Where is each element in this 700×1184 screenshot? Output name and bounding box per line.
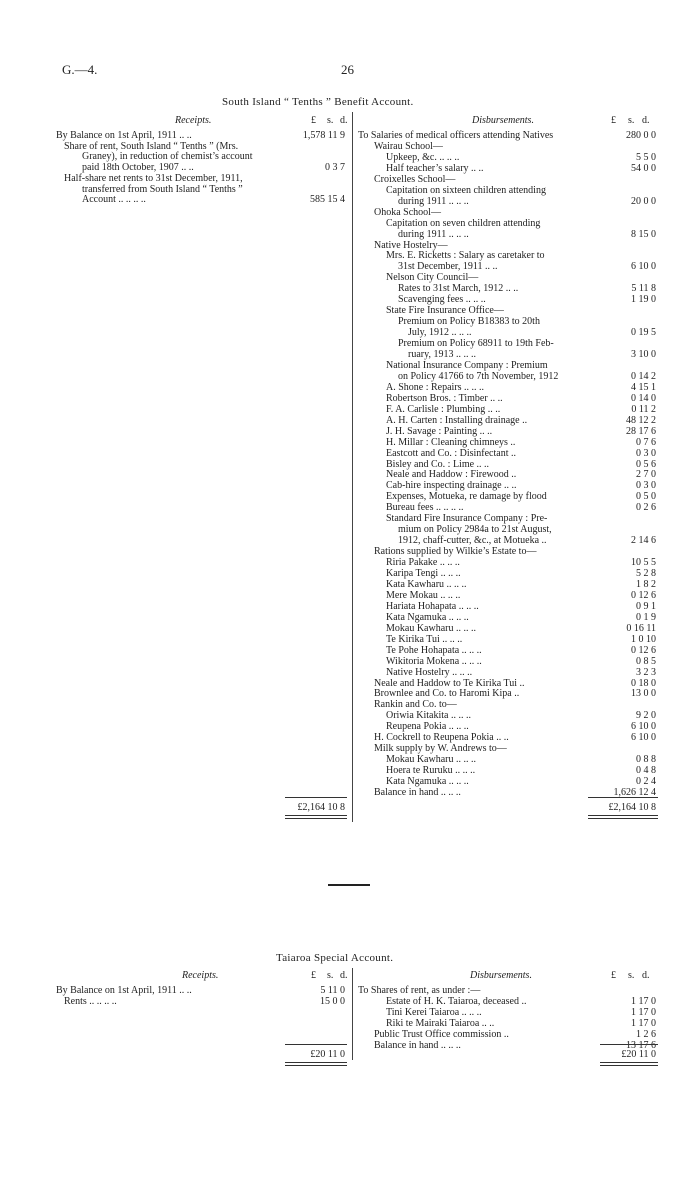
entry-amount: 5 11 8 (631, 283, 656, 295)
entry-amount: 0 3 0 (636, 480, 656, 492)
entry-text: To Salaries of medical officers attending Natives (358, 130, 554, 141)
entry-text: Riria Pakake .. .. .. (386, 557, 460, 569)
entry-amount: 1 0 10 (631, 633, 656, 645)
entry-text: Capitation on sixteen children attending (386, 184, 546, 196)
entry-text: Brownlee and Co. to Haromi Kipa .. (374, 688, 520, 700)
double-rule-left-2a (285, 1062, 347, 1063)
entry-text: during 1911 .. .. .. (398, 228, 469, 240)
entry-text: Bisley and Co. : Lime .. .. (386, 458, 490, 470)
entry-text: Rates to 31st March, 1912 .. .. (398, 283, 519, 295)
entry-text: Rankin and Co. to— (374, 699, 457, 711)
entry-text: Estate of H. K. Taiaroa, deceased .. (386, 995, 527, 1007)
entry-amount: 5 2 8 (636, 568, 656, 579)
entry-text: H. Cockrell to Reupena Pokia .. .. (374, 732, 509, 744)
entry-text: Croixelles School— (374, 173, 456, 185)
total-receipts: £2,164 10 8 (297, 802, 345, 813)
entry-amount: 0 11 2 (631, 403, 656, 415)
entry-text: Rations supplied by Wilkie’s Estate to— (374, 546, 537, 558)
entry-text: H. Millar : Cleaning chimneys .. (386, 436, 516, 448)
entry-amount: 13 0 0 (631, 688, 656, 700)
entry-amount: 280 0 0 (626, 130, 656, 141)
entry-text: 31st December, 1911 .. .. (398, 261, 498, 273)
receipts-heading-2: Receipts. (182, 970, 219, 981)
entry-amount: 6 10 0 (631, 261, 656, 273)
entry-text: Balance in hand .. .. .. (374, 787, 461, 798)
entry-text: Rents .. .. .. .. (64, 995, 117, 1007)
money-col-1: s. (327, 115, 334, 126)
entry-amount: 1 8 2 (636, 578, 656, 590)
entry-text: Eastcott and Co. : Disinfectant .. (386, 447, 516, 459)
entry-text: Oriwia Kitakita .. .. .. (386, 710, 471, 722)
entry-text: Wikitoria Mokena .. .. .. (386, 655, 482, 667)
entry-amount: 0 14 0 (631, 392, 656, 404)
total-rule-right-2 (600, 1044, 658, 1045)
entry-amount: 0 7 6 (636, 436, 656, 448)
entry-amount: 1,626 12 4 (613, 787, 656, 798)
entry-text: Hariata Hohapata .. .. .. (386, 600, 479, 612)
entry-text: mium on Policy 2984a to 21st August, (398, 524, 552, 536)
entry-amount: 5 11 0 (320, 985, 345, 996)
entry-amount: 2 7 0 (636, 469, 656, 481)
entry-amount: 9 2 0 (636, 710, 656, 722)
money-col-2: d. (642, 970, 650, 981)
money-col-2: d. (340, 115, 348, 126)
money-col-0: £ (311, 115, 316, 126)
entry-text: Karipa Tengi .. .. .. (386, 568, 461, 579)
entry-text: F. A. Carlisle : Plumbing .. .. (386, 403, 501, 415)
entry-text: Balance in hand .. .. .. (374, 1039, 461, 1051)
entry-text: on Policy 41766 to 7th November, 1912 (398, 370, 559, 382)
entry-text: Half teacher’s salary .. .. (386, 162, 484, 174)
page-number: 26 (341, 62, 354, 77)
entry-amount: 0 4 8 (636, 765, 656, 777)
entry-text: J. H. Savage : Painting .. .. (386, 425, 493, 437)
entry-amount: 2 14 6 (631, 535, 656, 547)
entry-text: State Fire Insurance Office— (386, 305, 504, 317)
entry-amount: 1 19 0 (631, 294, 656, 306)
entry-amount: 15 0 0 (320, 995, 345, 1007)
entry-amount: 1 17 0 (631, 995, 656, 1007)
entry-text: Milk supply by W. Andrews to— (374, 743, 507, 755)
money-col-1: s. (628, 970, 635, 981)
entry-amount: 0 8 8 (636, 754, 656, 766)
total-receipts-2: £20 11 0 (310, 1049, 345, 1060)
disbursements-heading: Disbursements. (472, 115, 534, 126)
entry-amount: 0 5 0 (636, 491, 656, 503)
entry-text: Bureau fees .. .. .. .. (386, 502, 464, 514)
entry-text: Tini Kerei Taiaroa .. .. .. (386, 1006, 482, 1018)
double-rule-right-2b (600, 1065, 658, 1066)
total-disbursements-2: £20 11 0 (621, 1049, 656, 1060)
entry-text: Riki te Mairaki Taiaroa .. .. (386, 1017, 495, 1029)
entry-amount: 1 2 6 (636, 1028, 656, 1040)
entry-text: Upkeep, &c. .. .. .. (386, 151, 460, 163)
double-rule-right-2 (588, 818, 658, 819)
column-divider-2 (352, 968, 353, 1060)
entry-text: Half-share net rents to 31st December, 1911, (64, 172, 243, 184)
entry-text: Robertson Bros. : Timber .. .. (386, 392, 503, 404)
total-rule-left (285, 797, 347, 798)
entry-text: during 1911 .. .. .. (398, 195, 469, 207)
entry-text: Mokau Kawharu .. .. .. (386, 754, 476, 766)
entry-text: Te Pohe Hohapata .. .. .. (386, 644, 482, 656)
entry-amount: 0 14 2 (631, 370, 656, 382)
money-col-0: £ (311, 970, 316, 981)
entry-amount: 0 19 5 (631, 327, 656, 339)
entry-amount: 1,578 11 9 (302, 130, 345, 141)
entry-amount: 0 18 0 (631, 677, 656, 689)
section-separator (328, 884, 370, 886)
entry-amount: 0 2 6 (636, 502, 656, 514)
money-col-0: £ (611, 115, 616, 126)
entry-amount: 0 3 7 (325, 162, 345, 174)
entry-text: A. Shone : Repairs .. .. .. (386, 381, 485, 393)
entry-text: By Balance on 1st April, 1911 .. .. (56, 130, 192, 141)
entry-text: A. H. Carten : Installing drainage .. (386, 414, 528, 426)
entry-text: Native Hostelry— (374, 239, 448, 251)
entry-text: Kata Ngamuka .. .. .. (386, 776, 469, 788)
entry-text: Premium on Policy 68911 to 19th Feb- (398, 338, 554, 350)
entry-amount: 0 16 11 (626, 622, 656, 634)
account-title: South Island “ Tenths ” Benefit Account. (222, 96, 414, 108)
entry-text: Expenses, Motueka, re damage by flood (386, 491, 547, 503)
entry-text: Standard Fire Insurance Company : Pre- (386, 513, 548, 525)
entry-amount: 6 10 0 (631, 732, 656, 744)
entry-text: Cab-hire inspecting drainage .. .. (386, 480, 517, 492)
entry-amount: 0 8 5 (636, 655, 656, 667)
entry-amount: 0 5 6 (636, 458, 656, 470)
total-rule-left-2 (285, 1044, 347, 1045)
entry-text: Native Hostelry .. .. .. (386, 666, 473, 678)
double-rule-left-2b (285, 1065, 347, 1066)
entry-amount: 585 15 4 (310, 194, 345, 206)
disbursements-heading-2: Disbursements. (470, 970, 532, 981)
entry-amount: 0 12 6 (631, 589, 656, 601)
entry-amount: 5 5 0 (636, 151, 656, 163)
entry-text: Nelson City Council— (386, 272, 479, 284)
total-rule-right (588, 797, 658, 798)
entry-text: 1912, chaff-cutter, &c., at Motueka .. (398, 535, 547, 547)
entry-text: July, 1912 .. .. .. (408, 327, 472, 339)
entry-text: Neale and Haddow : Firewood .. (386, 469, 517, 481)
double-rule-right-2a (600, 1062, 658, 1063)
money-col-1: s. (628, 115, 635, 126)
entry-text: Kata Kawharu .. .. .. (386, 578, 467, 590)
entry-amount: 3 10 0 (631, 349, 656, 360)
entry-text: Graney), in reduction of chemist’s account (82, 151, 253, 163)
page-reference: G.—4. (62, 62, 98, 77)
entry-amount: 0 9 1 (636, 600, 656, 612)
double-rule-left-2 (285, 818, 347, 819)
total-disbursements: £2,164 10 8 (608, 802, 656, 813)
entry-text: Premium on Policy B18383 to 20th (398, 316, 540, 328)
entry-amount: 28 17 6 (626, 425, 656, 437)
entry-text: By Balance on 1st April, 1911 .. .. (56, 985, 192, 996)
entry-text: To Shares of rent, as under :— (358, 985, 481, 996)
account-title-2: Taiaroa Special Account. (276, 952, 394, 964)
double-rule-left-1 (285, 815, 347, 816)
entry-text: Hoera te Ruruku .. .. .. (386, 765, 476, 777)
entry-text: paid 18th October, 1907 .. .. (82, 162, 194, 174)
entry-amount: 3 2 3 (636, 666, 656, 678)
entry-text: Account .. .. .. .. (82, 194, 146, 206)
entry-text: Wairau School— (374, 140, 443, 152)
entry-text: Reupena Pokia .. .. .. (386, 721, 469, 733)
entry-text: ruary, 1913 .. .. .. (408, 349, 476, 360)
entry-amount: 20 0 0 (631, 195, 656, 207)
entry-amount: 0 1 9 (636, 611, 656, 623)
entry-amount: 0 3 0 (636, 447, 656, 459)
entry-text: Mere Mokau .. .. .. (386, 589, 461, 601)
entry-text: Mokau Kawharu .. .. .. (386, 622, 476, 634)
money-col-0: £ (611, 970, 616, 981)
entry-amount: 48 12 2 (626, 414, 656, 426)
entry-amount: 1 17 0 (631, 1017, 656, 1029)
entry-text: Mrs. E. Ricketts : Salary as caretaker to (386, 250, 545, 262)
money-col-1: s. (327, 970, 334, 981)
entry-amount: 13 17 6 (626, 1039, 656, 1051)
entry-amount: 8 15 0 (631, 228, 656, 240)
entry-amount: 1 17 0 (631, 1006, 656, 1018)
entry-text: National Insurance Company : Premium (386, 359, 548, 371)
entry-text: Public Trust Office commission .. (374, 1028, 509, 1040)
entry-text: Ohoka School— (374, 206, 441, 218)
column-divider (352, 112, 353, 822)
entry-amount: 0 12 6 (631, 644, 656, 656)
entry-text: Share of rent, South Island “ Tenths ” (Mrs. (64, 140, 239, 152)
entry-text: Kata Ngamuka .. .. .. (386, 611, 469, 623)
entry-amount: 10 5 5 (631, 557, 656, 569)
money-col-2: d. (340, 970, 348, 981)
entry-text: Capitation on seven children attending (386, 217, 541, 229)
entry-amount: 6 10 0 (631, 721, 656, 733)
entry-text: Neale and Haddow to Te Kirika Tui .. (374, 677, 525, 689)
entry-amount: 4 15 1 (631, 381, 656, 393)
entry-text: Te Kirika Tui .. .. .. (386, 633, 463, 645)
entry-amount: 54 0 0 (631, 162, 656, 174)
double-rule-right-1 (588, 815, 658, 816)
entry-text: transferred from South Island “ Tenths ” (82, 183, 243, 195)
entry-text: Scavenging fees .. .. .. (398, 294, 486, 306)
entry-amount: 0 2 4 (636, 776, 656, 788)
receipts-heading: Receipts. (175, 115, 212, 126)
money-col-2: d. (642, 115, 650, 126)
